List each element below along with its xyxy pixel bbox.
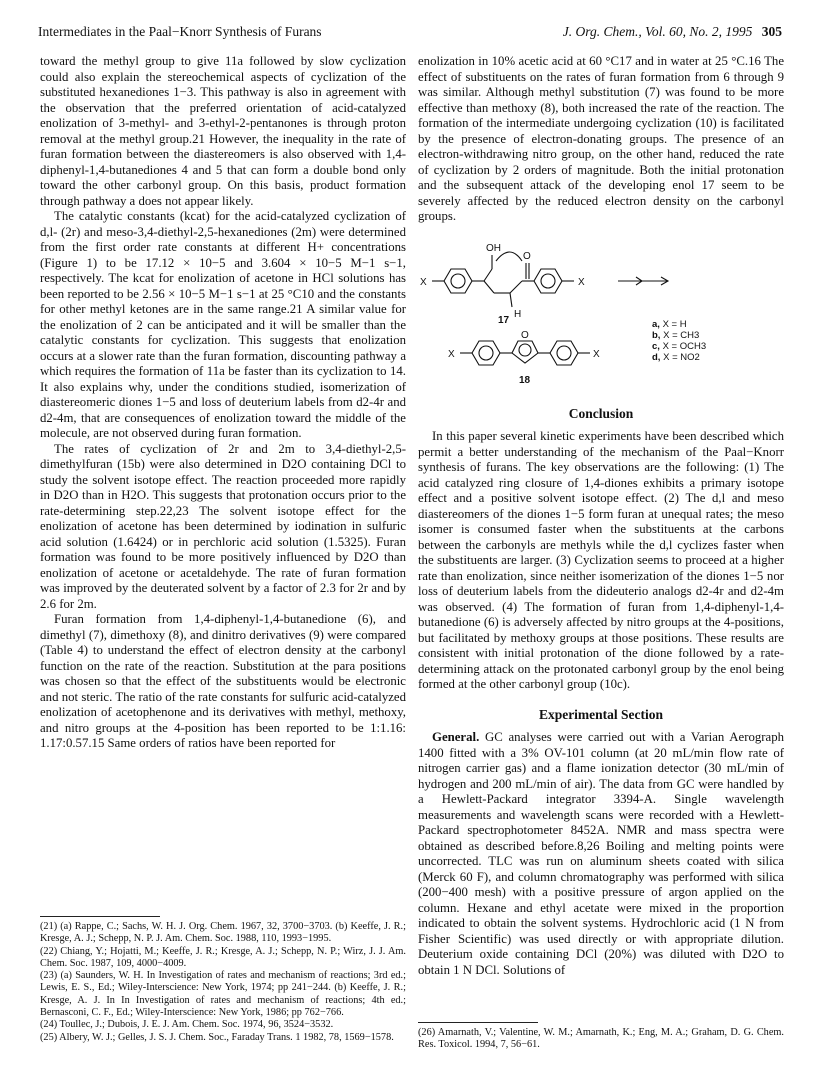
footnotes-right	[418, 1012, 784, 1052]
footnote-rule	[40, 916, 160, 917]
carbonyl-o-label: O	[523, 250, 531, 262]
x-substituent-label: X	[578, 276, 585, 288]
paragraph: toward the methyl group to give 11a followed by slow cyclization could also explain the stereochemical aspects of cyclization of the substituted hexanediones 1−3. This pathway is also in agreement with the observation that the preferred orientation of acid-catalyzed enolization of 3-methyl- and 3-ethyl-2-pentanones is through proton removal at the methyl group.21 However, the inequality in the rate of furan formation between the diastereomers is also observed with 1,4-diphenyl-1,4-butanediones 4 and 5 that can form a double bond only toward the other carbonyl group. On this basis, product formation through pathway a does not appear likely.	[40, 54, 406, 208]
footnote-list	[40, 921, 406, 1044]
paragraph: Furan formation from 1,4-diphenyl-1,4-butanedione (6), and dimethyl (7), dimethoxy (8), and dinitro derivatives (9) were compared (Table 4) to understand the effect of electron density at the carbonyl function on the rate of the reaction. Substitution at the para positions was chosen so that the effect of the substituents would be electronic and not steric. The ratio of the rate constants for sulfuric acid-catalyzed enolization of acetophenone and its derivatives with methyl, methoxy, and nitro groups at the 4-position has been reported to be 1:1.16: 1.17:0.57.15 Same orders of ratios have been reported for	[40, 612, 406, 750]
hydroxyl-label: OH	[486, 242, 501, 254]
section-heading-experimental: Experimental Section	[538, 706, 664, 722]
aromatic-circle	[541, 274, 555, 288]
run-in-heading: General.	[432, 730, 480, 744]
right-column	[418, 54, 784, 1044]
benzene-ring-left	[444, 269, 472, 293]
paragraph: The rates of cyclization of 2r and 2m to 3,4-diethyl-2,5-dimethylfuran (15b) were also determined in D2O containing DCl to study the solvent isotope effect. The reaction proceeded more rapidly in D2O than in H2O. This suggests that protonation occurs prior to the rate-determining step.22,23 The solvent isotope effect for the enolization of acetone has been determined by iodination in sulfuric acid solution (1.6424) or in perchloric acid solution (1.5325). Furan formation was found to be more positively influenced by D2O than enolization of acetone or acetaldehyde. The rate of furan formation was improved by the deuterated solvent by a factor of 2.3 for 2r and by 2.6 for 2m.	[40, 441, 406, 611]
hydrogen-label: H	[514, 308, 522, 320]
x-substituent-label: X	[593, 348, 600, 360]
paragraph: In this paper several kinetic experiments have been described which permit a better understanding of the mechanism of the Paal−Knorr synthesis of furans. The key observations are the following: (1) The acid catalyzed ring closure of 1,4-diones exhibits a primary isotope effect and a positive solvent isotope effect. (2) The d,l and meso diastereomers of the diones 1−5 form furan at unequal rates; the meso isomer is consumed faster when the substituents at the carbons between the carbonyls are methyls while the d,l cyclizes faster when the substituents are larger. (3) Cyclization seems to proceed at a higher rate than enolization, since neither isomerization of the diones 1−5 nor loss of deuterium labels from the dideuterio analogs d2-4r and d2-4m was observed. (4) The formation of furan from 1,4-diphenyl-1,4-butanedione (6) is adversely affected by nitro groups at the 4-positions, but facilitated by methoxy groups at those positions. These results are consistent with initial protonation of the dione followed by a rate-determining attack on the protonated carbonyl group by the enol being formed at the other carbonyl group (10c).	[418, 429, 784, 691]
furan-o-label: O	[521, 329, 529, 341]
aromatic-circle	[451, 274, 465, 288]
footnote: (21) (a) Rappe, C.; Sachs, W. H. J. Org. Chem. 1967, 32, 3700−3703. (b) Keeffe, J. R.; Kresge, A. J.; Schepp, N. P. J. Am. Chem. Soc. 1988, 110, 1993−1995.	[40, 921, 406, 945]
compound-number-18: 18	[519, 374, 531, 386]
substituent-entry: c, X = OCH3	[652, 340, 707, 352]
scheme-drawing	[418, 231, 784, 396]
footnote-rule	[418, 1022, 538, 1023]
paragraph	[418, 730, 784, 978]
x-substituent-label: X	[420, 276, 427, 288]
bond	[484, 269, 492, 281]
bond	[484, 281, 494, 293]
x-substituent-label: X	[448, 348, 455, 360]
benzene-ring-left	[472, 341, 500, 365]
section-heading-conclusion: Conclusion	[568, 405, 634, 421]
substituent-entry: b, X = CH3	[652, 329, 700, 341]
substituent-entry: d, X = NO2	[652, 352, 700, 364]
journal-citation-header	[563, 24, 782, 40]
substituent-key	[652, 319, 706, 364]
footnote: (22) Chiang, Y.; Hojatti, M.; Keeffe, J. R.; Kresge, A. J.; Schepp, N. P.; Wirz, J. J. Am. Chem. Soc. 1987, 109, 4000−4009.	[40, 945, 406, 969]
reaction-scheme	[418, 231, 784, 396]
paragraph: enolization in 10% acetic acid at 60 °C17 and in water at 25 °C.16 The effect of substituents on the rates of furan formation from 6 through 9 was similar. Although methyl substitution (7) was found to be more effective than methoxy (8), both increased the rate of the reaction. The formation of the intermediate undergoing cyclization (10) is facilitated by the presence of electron-donating groups. The presence of an electron-withdrawing nitro group, on the other hand, reduced the rate of cyclization by 2 orders of magnitude. Both the initial protonation and the subsequent attack of the developing enol 17 seem to be severely affected by the reduced electron density on the carbonyl groups.	[418, 54, 784, 223]
journal-citation: J. Org. Chem., Vol. 60, No. 2, 1995	[562, 24, 753, 39]
paragraph: The catalytic constants (kcat) for the acid-catalyzed cyclization of d,l- (2r) and meso-3,4-diethyl-2,5-hexanediones (2m) were determined from the first order rate constants at different H+ concentrations (Figure 1) to be 17.12 × 10−5 and 3.604 × 10−5 M−1 s−1, respectively. The kcat for enolization of acetone in HCl solutions has been reported to be 2.56 × 10−5 M−1 s−1 at 25 °C10 and the constants for other methyl ketones are in the same range.21 A similar value for the enolization of 2 can be anticipated and it will be smaller than the catalytic constants for cyclization. This suggests that enolization occurs at a slower rate than the furan formation, discounting pathway a which requires the formation of 11a be faster than its cyclization to 14. It also explains why, under the conditions studied, isomerization of diastereomeric diones 1−5 and loss of deuterium labels from d2-4r and d2-4m, that are consequences of enolization toward the middle of the molecule, are not observed during furan formation.	[40, 209, 406, 440]
running-title: Intermediates in the Paal−Knorr Synthesis of Furans	[38, 24, 322, 39]
page-number: 305	[761, 24, 782, 39]
bond	[510, 281, 522, 293]
substituent-entry: a, X = H	[652, 318, 687, 330]
footnote: (23) (a) Saunders, W. H. In Investigation of rates and mechanism of reactions; 3rd ed.; Lewis, E. S., Ed.; Wiley-Interscience: New York, 1974; pp 241−244. (b) Keeffe, J. R.; Kresge, A. J. In In Investigation of rates and mechanism of reactions; 4th ed.; Bernasconi, C. F., Ed.; Wiley-Interscience: New York, 1986; pp 762−766.	[40, 970, 406, 1019]
paragraph-text: GC analyses were carried out with a Varian Aerograph 1400 fitted with a 3% OV-101 column (at 20 mL/min flow rate of nitrogen carrier gas) and a flame ionization detector (30 mL/min of hydrogen and 200 mL/min of air). The data from GC were handled by a Hewlett-Packard integrator 3394-A. Single wavelength measurements and wavelength scans were recorded with a Hewlett-Packard spectrophotometer 8452A. NMR and mass spectra were obtained as described before.8,26 Boiling and melting points were uncorrected. TLC was run on aluminum sheets coated with silica (Merck 60 F), and column chromatography was performed with silica (200−400 mesh) with a positive pressure of argon applied on the column. Hexane and ethyl acetate were mixed in the proportion indicated to obtain the solvent systems. Hydrochloric acid (1 N from Fisher Scientific) was used directly or with appropriate dilution. Deuterium oxide containing DCl (20%) was diluted with D2O to obtain 1 N DCl. Solutions of	[418, 730, 784, 977]
left-column	[40, 54, 406, 1038]
compound-number-17: 17	[498, 314, 510, 326]
aromatic-circle	[519, 344, 531, 356]
footnote: (24) Toullec, J.; Dubois, J. E. J. Am. Chem. Soc. 1974, 96, 3524−3532.	[40, 1019, 334, 1031]
benzene-ring-right	[550, 341, 578, 365]
bond-c-h	[510, 293, 512, 307]
aromatic-circle	[557, 346, 571, 360]
benzene-ring-right	[534, 269, 562, 293]
footnote: (26) Amarnath, V.; Valentine, W. M.; Amarnath, K.; Eng, M. A.; Graham, D. G. Chem. Res. Toxicol. 1994, 7, 56−61.	[418, 1027, 784, 1051]
footnote-list	[418, 1027, 784, 1052]
aromatic-circle	[479, 346, 493, 360]
footnotes-left	[40, 906, 406, 1044]
footnote: (25) Albery, W. J.; Gelles, J. S. J. Chem. Soc., Faraday Trans. 1 1982, 78, 1569−1578.	[40, 1031, 394, 1043]
